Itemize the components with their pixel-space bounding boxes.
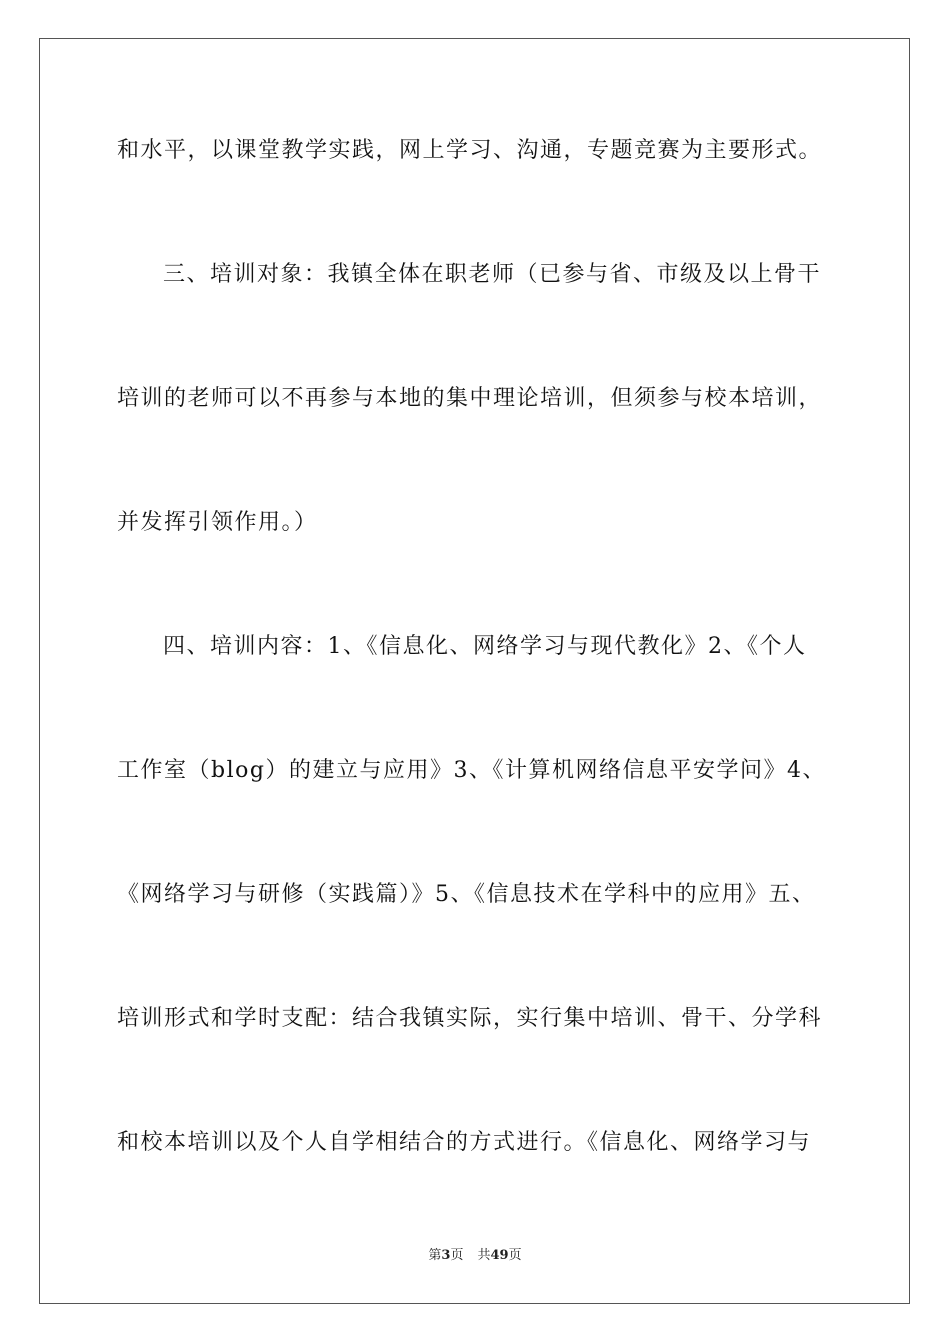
body-text-line-3: 培训的老师可以不再参与本地的集中理论培训，但须参与校本培训，: [117, 386, 823, 411]
body-text-line-7: 《网络学习与研修（实践篇）》5、《信息技术在学科中的应用》五、: [117, 882, 816, 907]
body-text-line-8: 培训形式和学时支配：结合我镇实际，实行集中培训、骨干、分学科: [117, 1006, 823, 1031]
page-number: 3: [441, 1248, 451, 1263]
body-text-line-9: 和校本培训以及个人自学相结合的方式进行。《信息化、网络学习与: [117, 1130, 812, 1155]
body-text-line-1: 和水平，以课堂教学实践，网上学习、沟通，专题竞赛为主要形式。: [117, 138, 823, 163]
page-frame: [39, 38, 910, 1304]
page-suffix: 页: [450, 1248, 464, 1263]
total-suffix: 页: [508, 1248, 522, 1263]
page-footer: [0, 1247, 950, 1265]
body-text-line-2: 三、培训对象：我镇全体在职老师（已参与省、市级及以上骨干: [163, 262, 822, 287]
page-prefix: 第: [428, 1248, 442, 1263]
body-text-line-5: 四、培训内容：1、《信息化、网络学习与现代教化》2、《个人: [163, 634, 807, 659]
body-text-line-6: 工作室（blog）的建立与应用》3、《计算机网络信息平安学问》4、: [117, 758, 826, 783]
total-pages: 49: [490, 1248, 509, 1263]
total-prefix: 共: [477, 1248, 491, 1263]
body-text-line-4: 并发挥引领作用。）: [117, 510, 318, 535]
